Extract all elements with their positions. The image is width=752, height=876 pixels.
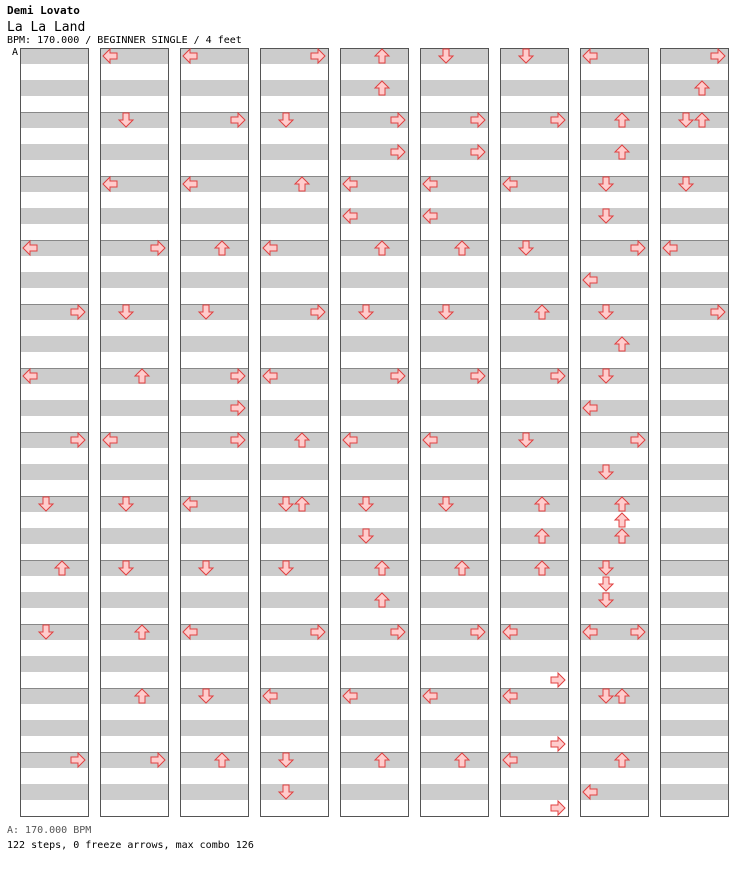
- beat-stripe: [260, 144, 328, 160]
- beat-stripe: [260, 336, 328, 352]
- beat-stripe: [260, 656, 328, 672]
- step-stats: 122 steps, 0 freeze arrows, max combo 126: [7, 840, 254, 851]
- beat-stripe: [20, 688, 88, 704]
- beat-stripe: [180, 144, 248, 160]
- beat-stripe: [340, 592, 408, 608]
- beat-stripe: [340, 656, 408, 672]
- beat-stripe: [420, 464, 488, 480]
- beat-stripe: [100, 592, 168, 608]
- beat-stripe: [340, 496, 408, 512]
- beat-stripe: [20, 720, 88, 736]
- beat-stripe: [260, 752, 328, 768]
- beat-stripe: [260, 80, 328, 96]
- beat-stripe: [260, 272, 328, 288]
- beat-stripe: [500, 528, 568, 544]
- beat-stripe: [340, 336, 408, 352]
- beat-stripe: [660, 528, 728, 544]
- beat-stripe: [100, 720, 168, 736]
- beat-stripe: [420, 336, 488, 352]
- beat-stripe: [100, 112, 168, 128]
- beat-stripe: [660, 784, 728, 800]
- beat-stripe: [340, 304, 408, 320]
- beat-stripe: [340, 464, 408, 480]
- beat-stripe: [180, 464, 248, 480]
- beat-stripe: [500, 432, 568, 448]
- beat-stripe: [260, 528, 328, 544]
- beat-stripe: [20, 400, 88, 416]
- beat-stripe: [180, 240, 248, 256]
- beat-stripe: [660, 336, 728, 352]
- beat-stripe: [420, 304, 488, 320]
- beat-stripe: [580, 144, 648, 160]
- beat-stripe: [420, 656, 488, 672]
- beat-stripe: [500, 304, 568, 320]
- beat-stripe: [340, 784, 408, 800]
- beat-stripe: [340, 400, 408, 416]
- beat-stripe: [100, 400, 168, 416]
- beat-stripe: [500, 560, 568, 576]
- beat-stripe: [260, 560, 328, 576]
- beat-stripe: [420, 400, 488, 416]
- beat-stripe: [260, 784, 328, 800]
- beat-stripe: [180, 656, 248, 672]
- beat-stripe: [340, 560, 408, 576]
- beat-stripe: [660, 208, 728, 224]
- beat-stripe: [660, 560, 728, 576]
- beat-stripe: [500, 656, 568, 672]
- beat-stripe: [20, 112, 88, 128]
- beat-stripe: [660, 144, 728, 160]
- beat-stripe: [20, 496, 88, 512]
- beat-stripe: [340, 752, 408, 768]
- beat-stripe: [580, 496, 648, 512]
- beat-stripe: [420, 560, 488, 576]
- beat-stripe: [500, 336, 568, 352]
- beat-stripe: [180, 752, 248, 768]
- artist-name: Demi Lovato: [7, 4, 80, 17]
- beat-stripe: [420, 784, 488, 800]
- beat-stripe: [180, 592, 248, 608]
- beat-stripe: [420, 592, 488, 608]
- beat-stripe: [660, 592, 728, 608]
- beat-stripe: [580, 304, 648, 320]
- beat-stripe: [580, 112, 648, 128]
- beat-stripe: [20, 560, 88, 576]
- beat-stripe: [660, 432, 728, 448]
- beat-stripe: [580, 464, 648, 480]
- beat-stripe: [340, 240, 408, 256]
- beat-stripe: [500, 592, 568, 608]
- beat-stripe: [500, 272, 568, 288]
- beat-stripe: [340, 80, 408, 96]
- step-arrow-right-icon: [551, 801, 565, 815]
- beat-stripe: [100, 208, 168, 224]
- beat-stripe: [100, 464, 168, 480]
- beat-stripe: [660, 656, 728, 672]
- beat-stripe: [100, 560, 168, 576]
- beat-stripe: [420, 240, 488, 256]
- bpm-marker-label: A: [12, 47, 19, 58]
- beat-stripe: [20, 144, 88, 160]
- beat-stripe: [340, 272, 408, 288]
- beat-stripe: [420, 48, 488, 64]
- beat-stripe: [500, 496, 568, 512]
- beat-stripe: [180, 560, 248, 576]
- bpm-summary: A: 170.000 BPM: [7, 825, 92, 836]
- beat-stripe: [580, 560, 648, 576]
- beat-stripe: [660, 368, 728, 384]
- beat-stripe: [260, 400, 328, 416]
- beat-stripe: [20, 592, 88, 608]
- beat-stripe: [580, 528, 648, 544]
- beat-stripe: [420, 496, 488, 512]
- beat-stripe: [20, 656, 88, 672]
- beat-stripe: [180, 304, 248, 320]
- beat-stripe: [660, 80, 728, 96]
- beat-stripe: [500, 240, 568, 256]
- beat-stripe: [260, 208, 328, 224]
- beat-stripe: [500, 784, 568, 800]
- beat-stripe: [420, 720, 488, 736]
- beat-stripe: [660, 400, 728, 416]
- beat-stripe: [580, 720, 648, 736]
- beat-stripe: [100, 80, 168, 96]
- beat-stripe: [180, 528, 248, 544]
- beat-stripe: [420, 528, 488, 544]
- beat-stripe: [500, 400, 568, 416]
- beat-stripe: [100, 528, 168, 544]
- beat-stripe: [660, 720, 728, 736]
- beat-stripe: [180, 272, 248, 288]
- beat-stripe: [500, 144, 568, 160]
- step-arrow-right-icon: [551, 737, 565, 751]
- beat-stripe: [660, 464, 728, 480]
- step-arrow-up-icon: [615, 513, 629, 527]
- beat-stripe: [660, 752, 728, 768]
- chart-column: [580, 48, 649, 817]
- beat-stripe: [660, 624, 728, 640]
- beat-stripe: [580, 208, 648, 224]
- beat-stripe: [100, 784, 168, 800]
- step-arrow-down-icon: [599, 577, 613, 591]
- beat-stripe: [580, 368, 648, 384]
- beat-stripe: [340, 528, 408, 544]
- beat-stripe: [660, 112, 728, 128]
- beat-stripe: [580, 176, 648, 192]
- beat-stripe: [20, 176, 88, 192]
- beat-stripe: [660, 688, 728, 704]
- beat-stripe: [580, 80, 648, 96]
- chart-column: [20, 48, 89, 817]
- beat-stripe: [260, 720, 328, 736]
- beat-stripe: [580, 592, 648, 608]
- beat-stripe: [500, 208, 568, 224]
- beat-stripe: [180, 784, 248, 800]
- beat-stripe: [180, 208, 248, 224]
- beat-stripe: [260, 592, 328, 608]
- beat-stripe: [100, 304, 168, 320]
- beat-stripe: [20, 336, 88, 352]
- beat-stripe: [500, 48, 568, 64]
- beat-stripe: [100, 624, 168, 640]
- beat-stripe: [20, 80, 88, 96]
- beat-stripe: [580, 656, 648, 672]
- beat-stripe: [580, 336, 648, 352]
- step-arrow-right-icon: [551, 673, 565, 687]
- beat-stripe: [580, 752, 648, 768]
- beat-stripe: [260, 432, 328, 448]
- beat-stripe: [260, 112, 328, 128]
- beat-stripe: [100, 144, 168, 160]
- beat-stripe: [100, 656, 168, 672]
- beat-stripe: [660, 272, 728, 288]
- beat-stripe: [340, 720, 408, 736]
- beat-stripe: [500, 464, 568, 480]
- song-title: La La Land: [7, 20, 86, 35]
- beat-stripe: [20, 464, 88, 480]
- beat-stripe: [580, 688, 648, 704]
- beat-stripe: [100, 368, 168, 384]
- beat-stripe: [500, 720, 568, 736]
- beat-stripe: [260, 464, 328, 480]
- beat-stripe: [660, 496, 728, 512]
- beat-stripe: [260, 176, 328, 192]
- beat-stripe: [20, 208, 88, 224]
- chart-info: BPM: 170.000 / BEGINNER SINGLE / 4 feet: [7, 35, 242, 46]
- beat-stripe: [20, 48, 88, 64]
- beat-stripe: [20, 272, 88, 288]
- beat-stripe: [260, 496, 328, 512]
- beat-stripe: [180, 720, 248, 736]
- beat-stripe: [100, 272, 168, 288]
- beat-stripe: [180, 336, 248, 352]
- beat-stripe: [180, 80, 248, 96]
- beat-stripe: [660, 176, 728, 192]
- beat-stripe: [20, 624, 88, 640]
- beat-stripe: [20, 528, 88, 544]
- chart-column: [660, 48, 729, 817]
- beat-stripe: [500, 80, 568, 96]
- beat-stripe: [20, 784, 88, 800]
- beat-stripe: [180, 688, 248, 704]
- beat-stripe: [420, 80, 488, 96]
- beat-stripe: [340, 48, 408, 64]
- chart-column: [180, 48, 249, 817]
- beat-stripe: [100, 688, 168, 704]
- beat-stripe: [420, 752, 488, 768]
- beat-stripe: [100, 496, 168, 512]
- beat-stripe: [100, 336, 168, 352]
- beat-stripe: [420, 272, 488, 288]
